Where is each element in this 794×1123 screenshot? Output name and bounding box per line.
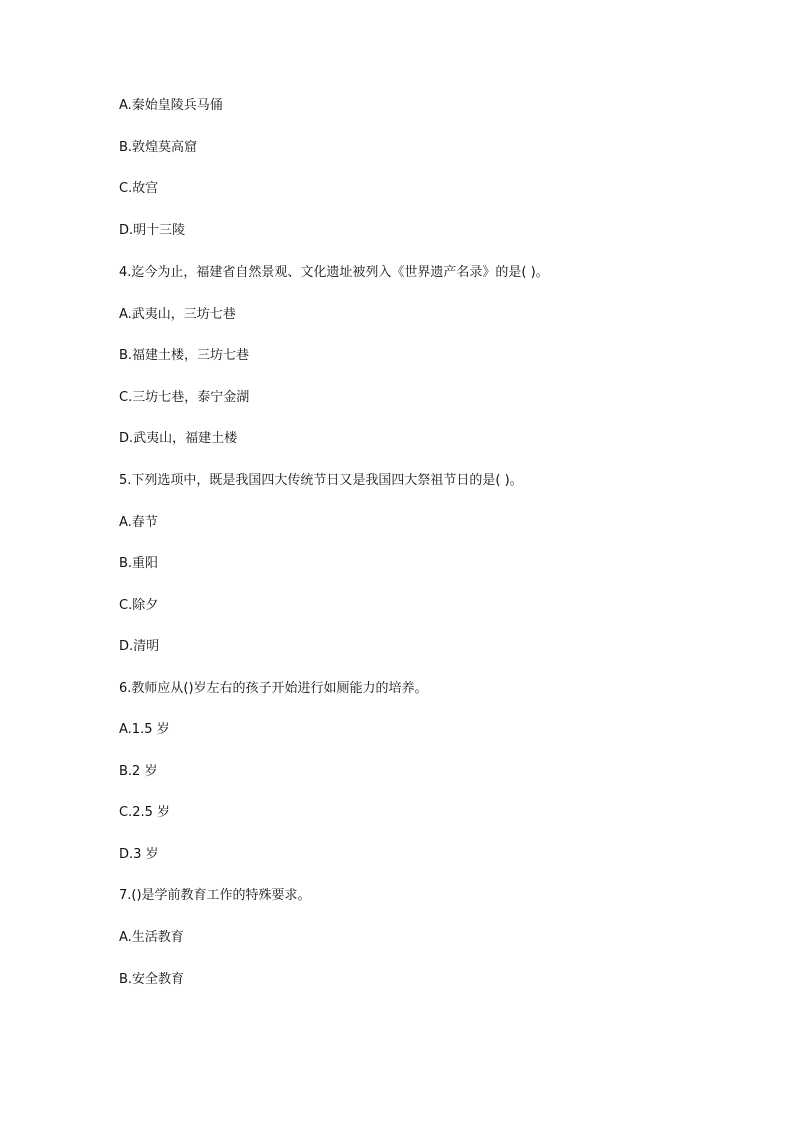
question-4: 4.迄今为止，福建省自然景观、文化遗址被列入《世界遗产名录》的是( )。 [119,265,549,280]
option-a-q6: A.1.5 岁 [119,722,170,737]
option-b-q5: B.重阳 [119,556,159,571]
question-5: 5.下列选项中，既是我国四大传统节日又是我国四大祭祖节日的是( )。 [119,473,523,488]
option-d-q3: D.明十三陵 [119,223,186,238]
option-b-q7: B.安全教育 [119,972,185,987]
option-a-q3: A.秦始皇陵兵马俑 [119,98,223,113]
option-d-q6: D.3 岁 [119,847,159,862]
option-b-q6: B.2 岁 [119,764,158,779]
question-7: 7.()是学前教育工作的特殊要求。 [119,888,311,903]
option-d-q5: D.清明 [119,639,160,654]
option-a-q5: A.春节 [119,515,158,530]
option-c-q6: C.2.5 岁 [119,805,171,820]
option-d-q4: D.武夷山，福建土楼 [119,431,238,446]
option-c-q4: C.三坊七巷，泰宁金湖 [119,390,250,405]
option-b-q4: B.福建土楼，三坊七巷 [119,348,250,363]
option-b-q3: B.敦煌莫高窟 [119,140,198,155]
question-6: 6.教师应从()岁左右的孩子开始进行如厕能力的培养。 [119,681,428,696]
option-c-q5: C.除夕 [119,598,159,613]
option-c-q3: C.故宫 [119,181,159,196]
option-a-q7: A.生活教育 [119,930,184,945]
option-a-q4: A.武夷山，三坊七巷 [119,307,236,322]
